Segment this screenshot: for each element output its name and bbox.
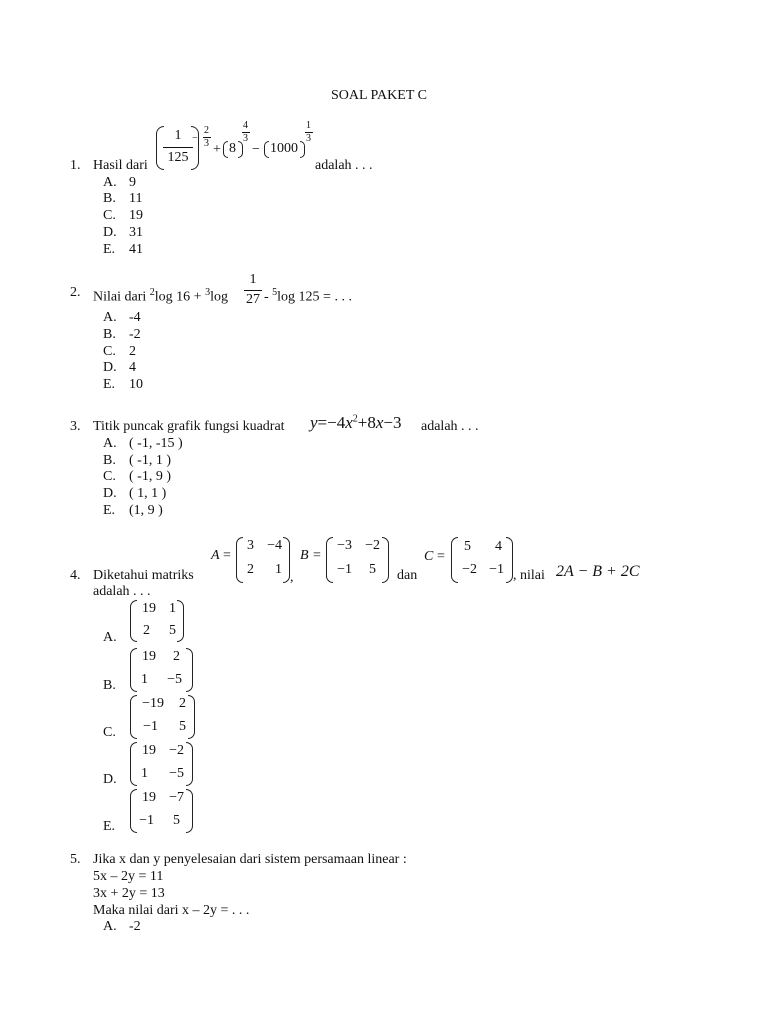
right-bracket [186,648,193,692]
matrix-a-label: A [211,548,220,563]
question-suffix: adalah . . . [315,158,373,173]
log-base: 3 [205,287,211,298]
matrix-cell: 19 [142,601,156,616]
comma: , [290,570,294,585]
matrix-cell: −5 [169,766,184,781]
option-letter: A. [103,310,117,325]
matrix-cell: −19 [142,696,164,711]
matrix-cell: 3 [247,538,254,553]
matrix-b-label: B [300,548,309,563]
question-number: 2. [70,285,81,300]
equals-sign: = [313,548,321,563]
exponent-denominator: 3 [204,138,209,149]
matrix-cell: 1 [141,672,148,687]
plus-sign: + [213,142,221,157]
question-text: Jika x dan y penyelesaian dari sistem persamaan linear : [93,852,407,867]
question-ask: Maka nilai dari x – 2y = . . . [93,903,250,918]
option-letter: B. [103,453,116,468]
fraction-numerator: 1 [249,272,257,287]
matrix-cell: −1 [143,719,158,734]
matrix-cell: 19 [142,790,156,805]
base-value: 8 [229,141,236,156]
option-letter: E. [103,377,116,392]
fraction-denominator: 125 [167,150,189,165]
option-letter: D. [103,772,117,787]
question-number: 3. [70,419,81,434]
matrix-cell: −2 [169,743,184,758]
right-bracket [177,600,184,642]
option-text: ( -1, 9 ) [129,469,171,484]
right-bracket [506,537,513,583]
matrix-cell: −2 [462,562,477,577]
matrix-expression: 2A − B + 2C [556,563,640,580]
matrix-cell: 4 [495,539,502,554]
option-text: 31 [129,225,143,240]
option-text: (1, 9 ) [129,503,163,518]
exponent-sign: − [192,133,198,144]
matrix-cell: 5 [179,719,186,734]
equals-sign: = [437,549,445,564]
log-base: 5 [272,287,278,298]
option-letter: B. [103,191,116,206]
question-text-tail [264,285,352,306]
conjunction: dan [397,568,418,583]
eq-part: =−4 [317,413,346,432]
option-text: -2 [129,327,141,342]
matrix-cell: −4 [267,538,282,553]
log-base: 2 [149,287,155,298]
option-letter: C. [103,469,116,484]
question-text: Diketahui matriks [93,568,194,583]
matrix-cell: −3 [337,538,352,553]
question-text: Hasil dari [93,158,148,173]
fraction-bar [163,147,193,148]
option-letter: B. [103,327,116,342]
option-text: ( -1, -15 ) [129,436,183,451]
matrix-cell: −1 [337,562,352,577]
page-title: SOAL PAKET C [331,88,427,103]
equation-line: 3x + 2y = 13 [93,886,165,901]
option-letter: E. [103,503,116,518]
base-value: 1000 [270,141,298,156]
matrix-cell: 2 [143,623,150,638]
matrix-cell: −2 [365,538,380,553]
matrix-cell: 2 [173,649,180,664]
exponent-numerator: 2 [204,125,209,136]
matrix-cell: 19 [142,649,156,664]
matrix-cell: 2 [179,696,186,711]
question-text [93,285,228,306]
var-x: x [375,413,384,432]
option-letter: A. [103,630,117,645]
left-paren [264,141,269,158]
option-text: 4 [129,360,136,375]
eq-part: +8 [357,413,376,432]
option-text: ( -1, 1 ) [129,453,171,468]
fraction-bar [244,290,262,291]
right-bracket [188,695,195,739]
question-text-nilai: , nilai [513,568,545,583]
matrix-cell: −1 [489,562,504,577]
fraction-numerator: 1 [174,128,182,143]
option-text: -4 [129,310,141,325]
right-bracket [382,537,389,583]
option-text: 10 [129,377,143,392]
question-number: 5. [70,852,81,867]
option-letter: C. [103,344,116,359]
question-suffix: adalah . . . [421,419,479,434]
right-bracket [283,537,290,583]
eq-part: −3 [383,413,402,432]
matrix-cell: 5 [369,562,376,577]
minus-sign: - [264,289,273,305]
var-y: y [310,413,318,432]
option-text: 41 [129,242,143,257]
option-text: ( 1, 1 ) [129,486,167,501]
matrix-cell: 1 [141,766,148,781]
square-exponent: 2 [352,413,358,425]
option-letter: D. [103,360,117,375]
exponent-numerator: 4 [243,120,248,131]
option-letter: E. [103,819,116,834]
option-letter: A. [103,175,117,190]
matrix-cell: 19 [142,743,156,758]
matrix-cell: 2 [247,562,254,577]
right-bracket [186,742,193,786]
question-text: Titik puncak grafik fungsi kuadrat [93,419,285,434]
matrix-cell: −7 [169,790,184,805]
option-text: 2 [129,344,136,359]
matrix-cell: 5 [169,623,176,638]
left-paren [223,141,228,158]
option-text: 19 [129,208,143,223]
matrix-cell: 1 [275,562,282,577]
option-letter: A. [103,436,117,451]
right-paren [300,141,305,158]
option-text: -2 [129,919,141,934]
question-number: 1. [70,158,81,173]
option-text: 9 [129,175,136,190]
log-term: log [210,289,228,305]
option-letter: C. [103,208,116,223]
matrix-c-label: C [424,549,434,564]
var-x: x [345,413,353,432]
question-number: 4. [70,568,81,583]
log-term: log 125 = . . . [277,289,352,305]
question-text-line2: adalah . . . [93,584,151,599]
equals-sign: = [223,548,231,563]
equation-line: 5x – 2y = 11 [93,869,164,884]
option-letter: A. [103,919,117,934]
option-text: 11 [129,191,143,206]
option-letter: D. [103,225,117,240]
log-term: log 16 + [154,289,206,305]
option-letter: D. [103,486,117,501]
minus-sign: − [252,142,260,157]
fraction-denominator: 27 [246,292,260,307]
exponent-numerator: 1 [306,120,311,131]
matrix-cell: −1 [139,813,154,828]
matrix-cell: −5 [167,672,182,687]
quadratic-equation [310,413,402,433]
text-prefix: Nilai dari [93,289,150,305]
exponent-denominator: 3 [306,133,311,144]
option-letter: B. [103,678,116,693]
option-letter: C. [103,725,116,740]
matrix-cell: 5 [464,539,471,554]
option-letter: E. [103,242,116,257]
matrix-cell: 1 [169,601,176,616]
exponent-denominator: 3 [243,133,248,144]
matrix-cell: 5 [173,813,180,828]
right-bracket [186,789,193,833]
